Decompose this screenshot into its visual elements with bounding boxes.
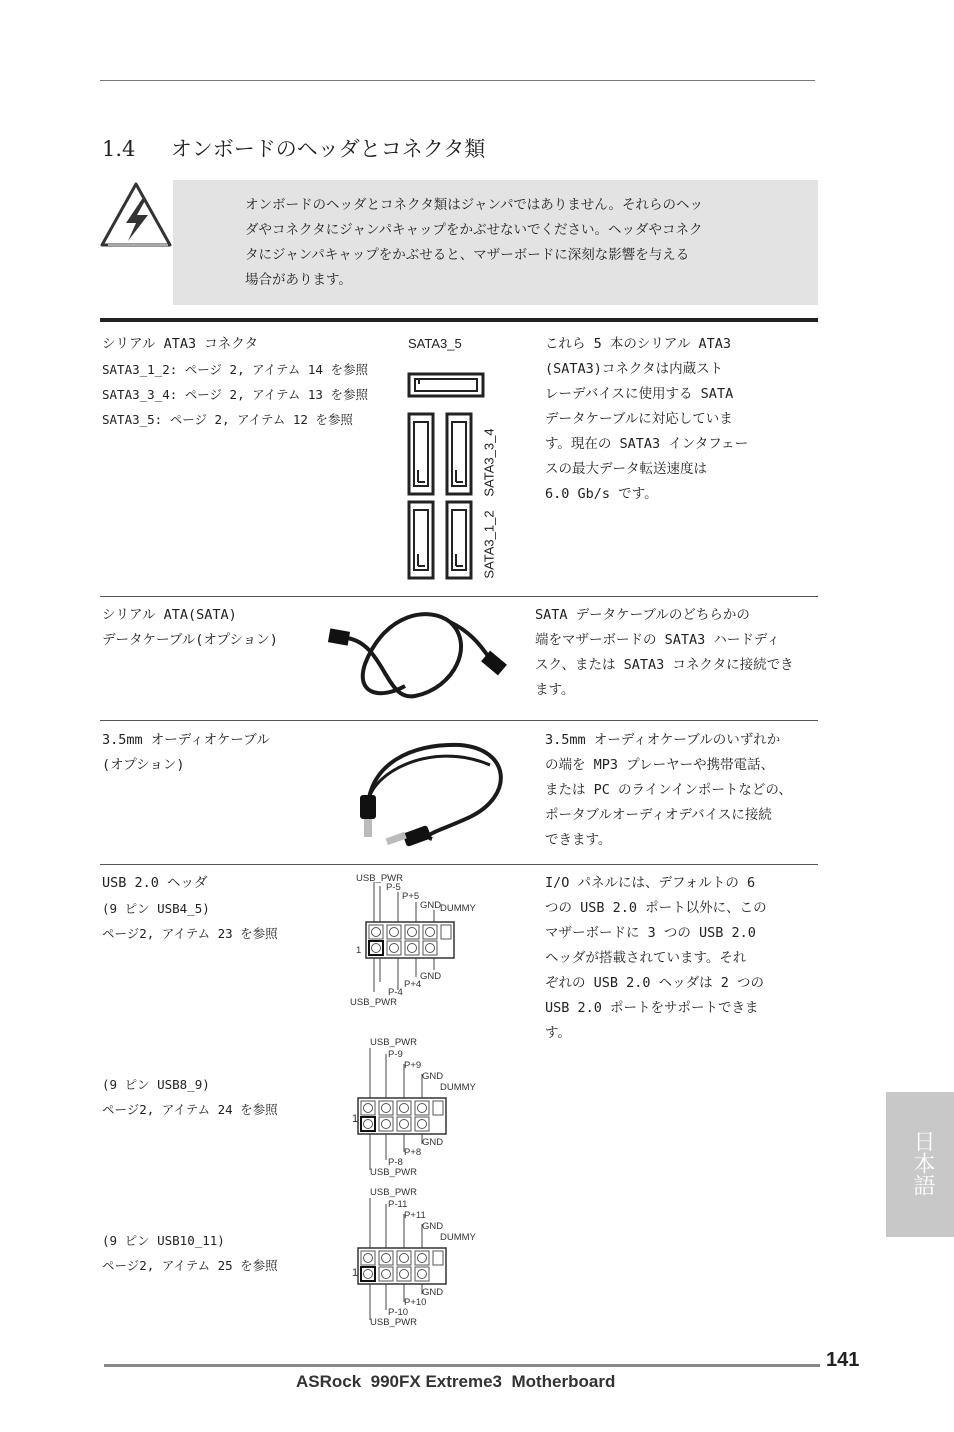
- row-divider: [100, 864, 818, 865]
- sata-description: [545, 332, 805, 507]
- desc-line: 3.5mm オーディオケーブルのいずれか: [545, 732, 781, 748]
- desc-line: の端を MP3 プレーヤーや携帯電話、: [545, 757, 775, 773]
- usb-title-block: [102, 871, 278, 946]
- pin-label: P-4: [388, 987, 403, 998]
- usb-header-diagram-1: [350, 874, 490, 1014]
- sata-title: シリアル ATA3 コネクタ: [102, 336, 258, 352]
- pin-label: GND: [422, 1287, 444, 1298]
- pin-label: USB_PWR: [370, 1037, 417, 1048]
- pin-label: GND: [422, 1071, 444, 1082]
- sata-ref: SATA3_5: ページ 2, アイテム 12 を参照: [102, 412, 353, 427]
- pin-label: DUMMY: [440, 1232, 476, 1243]
- footer-rule: [104, 1364, 820, 1367]
- page-number: 141: [826, 1349, 860, 1371]
- desc-line: ポータブルオーディオデバイスに接続: [545, 807, 772, 823]
- usb-description: [545, 871, 805, 1046]
- footer-product: ASRock 990FX Extreme3 Motherboard: [296, 1372, 616, 1391]
- pin-label: P-9: [388, 1049, 403, 1060]
- desc-line: USB 2.0 ポートをサポートできま: [545, 1000, 759, 1016]
- sata-info: [102, 332, 402, 432]
- usb-title: USB 2.0 ヘッダ: [102, 875, 208, 891]
- pin-label: P+5: [402, 891, 420, 902]
- warning-line: オンボードのヘッダとコネクタ類はジャンパではありません。それらのヘッ: [245, 197, 704, 213]
- usb-h2-block: [102, 1072, 278, 1122]
- usb-h1-pins: (9 ピン USB4_5): [102, 901, 210, 916]
- usb-h3-ref: ページ2, アイテム 25 を参照: [102, 1258, 278, 1273]
- pin-label: P-11: [388, 1199, 408, 1210]
- usb-h2-pins: (9 ピン USB8_9): [102, 1077, 210, 1092]
- pin-label: USB_PWR: [356, 873, 403, 884]
- audio-title-line: (オプション): [102, 757, 185, 773]
- usb-header-diagram-3: [352, 1186, 492, 1332]
- row-divider: [100, 596, 818, 597]
- cable-title: [102, 603, 278, 653]
- row-divider: [100, 720, 818, 721]
- desc-line: ぞれの USB 2.0 ヘッダは 2 つの: [545, 975, 765, 991]
- desc-line: できます。: [545, 832, 612, 848]
- desc-line: す。: [545, 1025, 571, 1041]
- pin-label: P+9: [404, 1060, 422, 1071]
- desc-line: I/O パネルには、デフォルトの 6: [545, 875, 756, 891]
- desc-line: レーデバイスに使用する SATA: [545, 386, 734, 402]
- warning-line: ダやコネクタにジャンパキャップをかぶせないでください。ヘッダやコネク: [245, 222, 703, 238]
- top-rule: [100, 80, 815, 81]
- usb-header-diagram-2: [352, 1036, 492, 1182]
- pin-one-label: 1: [356, 945, 362, 956]
- pin-label: GND: [422, 1137, 444, 1148]
- desc-line: SATA データケーブルのどちらかの: [535, 607, 750, 623]
- sata3-1-2-label: SATA3_1_2: [481, 510, 497, 579]
- sata3-3-4-label: SATA3_3_4: [481, 428, 497, 497]
- warning-line: 場合があります。: [245, 272, 352, 288]
- desc-line: これら 5 本のシリアル ATA3: [545, 336, 731, 352]
- desc-line: スク、または SATA3 コネクタに接続でき: [535, 657, 794, 673]
- audio-title: [102, 728, 270, 778]
- pin-one-label: 1: [352, 1113, 359, 1125]
- pin-label: GND: [420, 900, 442, 911]
- section-heading: [102, 133, 485, 163]
- pin-label: P-10: [388, 1307, 409, 1318]
- pin-label: DUMMY: [440, 1082, 476, 1093]
- pin-label: P-5: [386, 882, 401, 893]
- pin-label: DUMMY: [440, 903, 476, 914]
- desc-line: または PC のラインインポートなどの、: [545, 782, 792, 798]
- usb-h1-ref: ページ2, アイテム 23 を参照: [102, 926, 278, 941]
- sata-cable-image: [325, 604, 515, 706]
- pin-label: USB_PWR: [370, 1317, 417, 1328]
- usb-h3-pins: (9 ピン USB10_11): [102, 1233, 225, 1248]
- desc-line: マザーボードに 3 つの USB 2.0: [545, 925, 756, 941]
- cable-description: [535, 603, 820, 703]
- audio-title-line: 3.5mm オーディオケーブル: [102, 732, 270, 748]
- section-number: 1.4: [102, 137, 136, 161]
- audio-description: [545, 728, 820, 853]
- pin-label: P+10: [404, 1297, 427, 1308]
- pin-label: USB_PWR: [370, 1187, 417, 1198]
- cable-title-line: データケーブル(オプション): [102, 632, 278, 648]
- pin-label: P+8: [404, 1147, 422, 1158]
- desc-line: 6.0 Gb/s です。: [545, 486, 658, 502]
- pin-label: GND: [422, 1221, 444, 1232]
- desc-line: ます。: [535, 682, 575, 698]
- section-title: オンボードのヘッダとコネクタ類: [170, 137, 486, 161]
- pin-label: P+4: [404, 979, 422, 990]
- pin-label: GND: [420, 971, 442, 982]
- usb-h2-ref: ページ2, アイテム 24 を参照: [102, 1102, 278, 1117]
- warning-box: [173, 180, 818, 305]
- desc-line: (SATA3)コネクタは内蔵スト: [545, 361, 724, 377]
- sata3-5-label: SATA3_5: [408, 336, 462, 351]
- desc-line: す。現在の SATA3 インタフェー: [545, 436, 749, 452]
- pin-label: USB_PWR: [370, 1167, 417, 1178]
- desc-line: データケーブルに対応していま: [545, 411, 733, 427]
- desc-line: つの USB 2.0 ポート以外に、この: [545, 900, 767, 916]
- warning-text: [245, 193, 805, 293]
- usb-h3-block: [102, 1228, 278, 1278]
- language-tab: [886, 1092, 954, 1237]
- pin-label: USB_PWR: [350, 997, 397, 1008]
- audio-cable-image: [340, 735, 520, 853]
- pin-one-label: 1: [352, 1267, 359, 1279]
- desc-line: 端をマザーボードの SATA3 ハードディ: [535, 632, 780, 648]
- sata-ref: SATA3_3_4: ページ 2, アイテム 13 を参照: [102, 387, 368, 402]
- pin-label: P+11: [404, 1210, 426, 1221]
- table-top-rule: [100, 318, 818, 322]
- sata-ref: SATA3_1_2: ページ 2, アイテム 14 を参照: [102, 362, 368, 377]
- desc-line: ヘッダが搭載されています。それ: [545, 950, 747, 966]
- desc-line: スの最大データ転送速度は: [545, 461, 707, 477]
- warning-line: タにジャンパキャップをかぶせると、マザーボードに深刻な影響を与える: [245, 247, 690, 263]
- cable-title-line: シリアル ATA(SATA): [102, 607, 237, 623]
- language-tab-label: 日本語: [910, 1130, 935, 1196]
- pin-label: P-8: [388, 1157, 403, 1168]
- warning-icon: [100, 181, 172, 249]
